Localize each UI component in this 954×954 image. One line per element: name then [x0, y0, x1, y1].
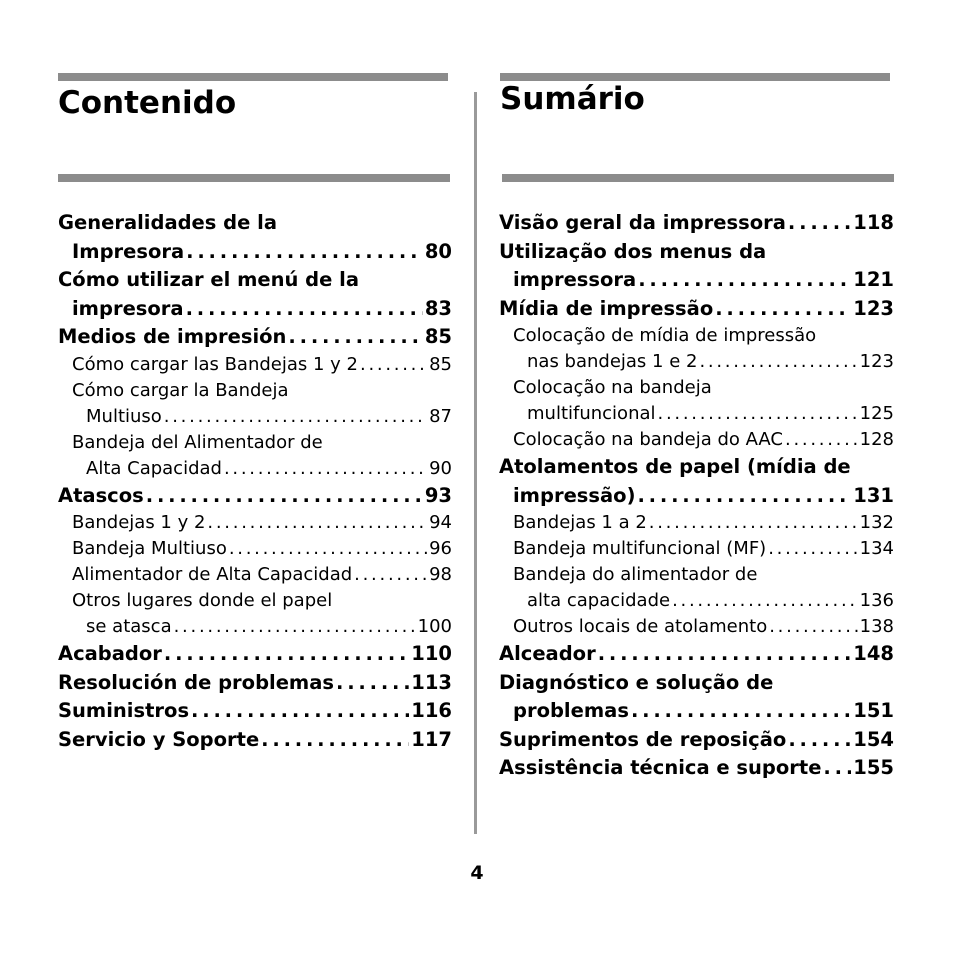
toc-entry-title: Colocação na bandeja — [513, 377, 712, 398]
dot-leader — [715, 295, 851, 324]
toc-entry-title: Mídia de impressão — [499, 296, 714, 320]
toc-entry-title: Bandejas 1 y 2 — [72, 512, 206, 533]
dot-leader — [598, 640, 852, 669]
toc-entry[interactable] — [58, 430, 452, 482]
toc-entry-title: Atolamentos de papel (mídia de — [499, 455, 851, 478]
toc-page-number: 118 — [853, 211, 894, 234]
toc-page-number: 132 — [859, 512, 894, 533]
toc-entry-title: Cómo utilizar el menú de la — [58, 268, 359, 291]
dot-leader — [186, 238, 423, 267]
toc-entry[interactable] — [499, 375, 894, 427]
toc-entry-title: Acabador — [58, 642, 162, 665]
toc-entry-title: nas bandejas 1 e 2 — [527, 351, 698, 372]
right-title: Sumário — [500, 81, 645, 117]
dot-leader — [336, 669, 409, 698]
toc-entry-title: se atasca — [86, 616, 172, 637]
toc-entry[interactable] — [58, 209, 452, 266]
toc-page-number: 117 — [411, 727, 452, 751]
toc-entry-title: Otros lugares donde el papel — [72, 590, 333, 611]
toc-page-number: 154 — [853, 727, 894, 751]
toc-entry-title: Alimentador de Alta Capacidad — [72, 564, 353, 585]
toc-entry[interactable] — [499, 238, 894, 295]
dot-leader — [207, 510, 427, 536]
toc-page-number: 83 — [424, 296, 452, 320]
toc-entry[interactable] — [499, 323, 894, 375]
left-title: Contenido — [58, 85, 237, 121]
toc-page-number: 138 — [859, 616, 894, 637]
toc-entry-title: Resolución de problemas — [58, 670, 335, 694]
right-bottom-rule — [502, 174, 894, 182]
toc-page-number: 136 — [859, 590, 894, 611]
column-divider — [474, 92, 477, 834]
toc-entry-title: Cómo cargar la Bandeja — [72, 379, 289, 401]
toc-page-number: 134 — [859, 538, 894, 559]
toc-entry-title: impressora — [513, 268, 637, 291]
right-top-rule — [500, 73, 890, 81]
toc-entry[interactable] — [499, 427, 894, 453]
dot-leader — [649, 510, 858, 536]
toc-page-number: 151 — [853, 699, 894, 722]
toc-page-number: 110 — [411, 642, 452, 665]
toc-entry-title: multifuncional — [527, 403, 656, 424]
toc-entry-title: Bandeja multifuncional (MF) — [513, 538, 767, 559]
toc-entry-title: Servicio y Soporte — [58, 727, 260, 751]
toc-entry-title: Atascos — [58, 483, 144, 507]
dot-leader — [788, 209, 851, 238]
toc-entry-title: Visão geral da impressora — [499, 211, 786, 234]
toc-entry-title: Outros locais de atolamento — [513, 616, 768, 637]
toc-entry-title: Colocação de mídia de impressão — [513, 325, 817, 346]
dot-leader — [672, 588, 858, 614]
toc-page-number: 148 — [853, 642, 894, 665]
toc-entry-title: Diagnóstico e solução de — [499, 670, 774, 694]
toc-page-number: 123 — [859, 351, 894, 372]
toc-page-number: 155 — [853, 756, 894, 779]
toc-entry-title: Impresora — [72, 239, 185, 263]
toc-entry[interactable] — [499, 754, 894, 783]
dot-leader — [191, 697, 409, 726]
left-top-rule — [58, 73, 448, 81]
toc-entry[interactable] — [58, 536, 452, 562]
toc-entry-title: alta capacidade — [527, 590, 671, 611]
toc-entry-title: impresora — [72, 296, 184, 320]
toc-entry-title: Colocação na bandeja do AAC — [513, 429, 783, 450]
toc-entry-title: impressão) — [513, 483, 636, 507]
toc-page-number: 85 — [429, 353, 452, 375]
toc-entry[interactable] — [499, 614, 894, 640]
toc-entry[interactable] — [58, 323, 452, 352]
toc-entry-title: Generalidades de la — [58, 211, 277, 234]
toc-page-number: 125 — [859, 403, 894, 424]
toc-entry-title: Bandeja del Alimentador de — [72, 431, 323, 453]
toc-entry-title: Bandeja do alimentador de — [513, 564, 758, 585]
toc-entry-title: Cómo cargar las Bandejas 1 y 2 — [72, 353, 358, 375]
dot-leader — [769, 614, 857, 640]
dot-leader — [224, 456, 427, 482]
toc-entry[interactable] — [499, 726, 894, 755]
toc-page-number: 113 — [411, 670, 452, 694]
toc-page-number: 98 — [429, 564, 452, 585]
dot-leader — [354, 562, 427, 588]
dot-leader — [288, 323, 422, 352]
toc-entry-title: Alceador — [499, 642, 596, 665]
dot-leader — [229, 536, 427, 562]
dot-leader — [164, 404, 427, 430]
left-bottom-rule — [58, 174, 450, 182]
toc-entry[interactable] — [58, 640, 452, 669]
dot-leader — [261, 726, 409, 755]
toc-page-number: 123 — [853, 296, 894, 320]
toc-entry[interactable] — [58, 669, 452, 698]
dot-leader — [823, 754, 851, 783]
toc-entry[interactable] — [58, 266, 452, 323]
toc-page-number: 87 — [429, 405, 452, 427]
dot-leader — [637, 482, 851, 511]
toc-entry-title: Assistência técnica e suporte — [499, 756, 822, 779]
toc-entry[interactable] — [58, 378, 452, 430]
toc-entry[interactable] — [58, 510, 452, 536]
toc-entry-title: Suministros — [58, 699, 190, 722]
left-toc — [58, 209, 452, 754]
toc-entry-title: Bandejas 1 a 2 — [513, 512, 647, 533]
toc-entry[interactable] — [499, 209, 894, 238]
toc-entry[interactable] — [499, 510, 894, 536]
dot-leader — [186, 295, 423, 324]
page-number: 4 — [470, 862, 484, 884]
toc-page-number: 100 — [417, 616, 452, 637]
toc-page-number: 94 — [429, 512, 452, 533]
toc-entry[interactable] — [58, 726, 452, 755]
dot-leader — [699, 349, 857, 375]
toc-entry[interactable] — [499, 669, 894, 726]
toc-entry-title: problemas — [513, 699, 629, 722]
toc-page-number: 90 — [429, 457, 452, 479]
dot-leader — [360, 352, 427, 378]
toc-entry[interactable] — [58, 697, 452, 726]
toc-entry[interactable] — [499, 536, 894, 562]
toc-page-number: 85 — [424, 325, 452, 348]
toc-page-number: 131 — [853, 483, 894, 507]
toc-page-number: 80 — [424, 239, 452, 263]
dot-leader — [785, 427, 858, 453]
toc-entry[interactable] — [58, 352, 452, 378]
dot-leader — [638, 266, 851, 295]
toc-page-number: 116 — [411, 699, 452, 722]
dot-leader — [164, 640, 409, 669]
toc-entry-title: Alta Capacidad — [86, 457, 222, 479]
toc-entry[interactable] — [58, 588, 452, 640]
dot-leader — [631, 697, 851, 726]
toc-entry[interactable] — [499, 562, 894, 614]
toc-entry-title: Medios de impresión — [58, 325, 287, 348]
toc-entry[interactable] — [58, 482, 452, 511]
dot-leader — [768, 536, 857, 562]
toc-entry[interactable] — [499, 640, 894, 669]
toc-entry[interactable] — [58, 562, 452, 588]
toc-entry-title: Utilização dos menus da — [499, 239, 767, 263]
toc-entry-title: Bandeja Multiuso — [72, 538, 227, 559]
toc-page-number: 93 — [424, 483, 452, 507]
dot-leader — [174, 614, 416, 640]
dot-leader — [146, 482, 423, 511]
toc-entry-title: Multiuso — [86, 405, 162, 427]
toc-page-number: 128 — [859, 429, 894, 450]
toc-page-number: 121 — [853, 268, 894, 291]
toc-entry[interactable] — [499, 453, 894, 510]
right-toc — [499, 209, 894, 783]
dot-leader — [788, 726, 851, 755]
toc-entry-title: Suprimentos de reposição — [499, 727, 787, 751]
toc-page-number: 96 — [429, 538, 452, 559]
dot-leader — [658, 401, 858, 427]
toc-entry[interactable] — [499, 295, 894, 324]
